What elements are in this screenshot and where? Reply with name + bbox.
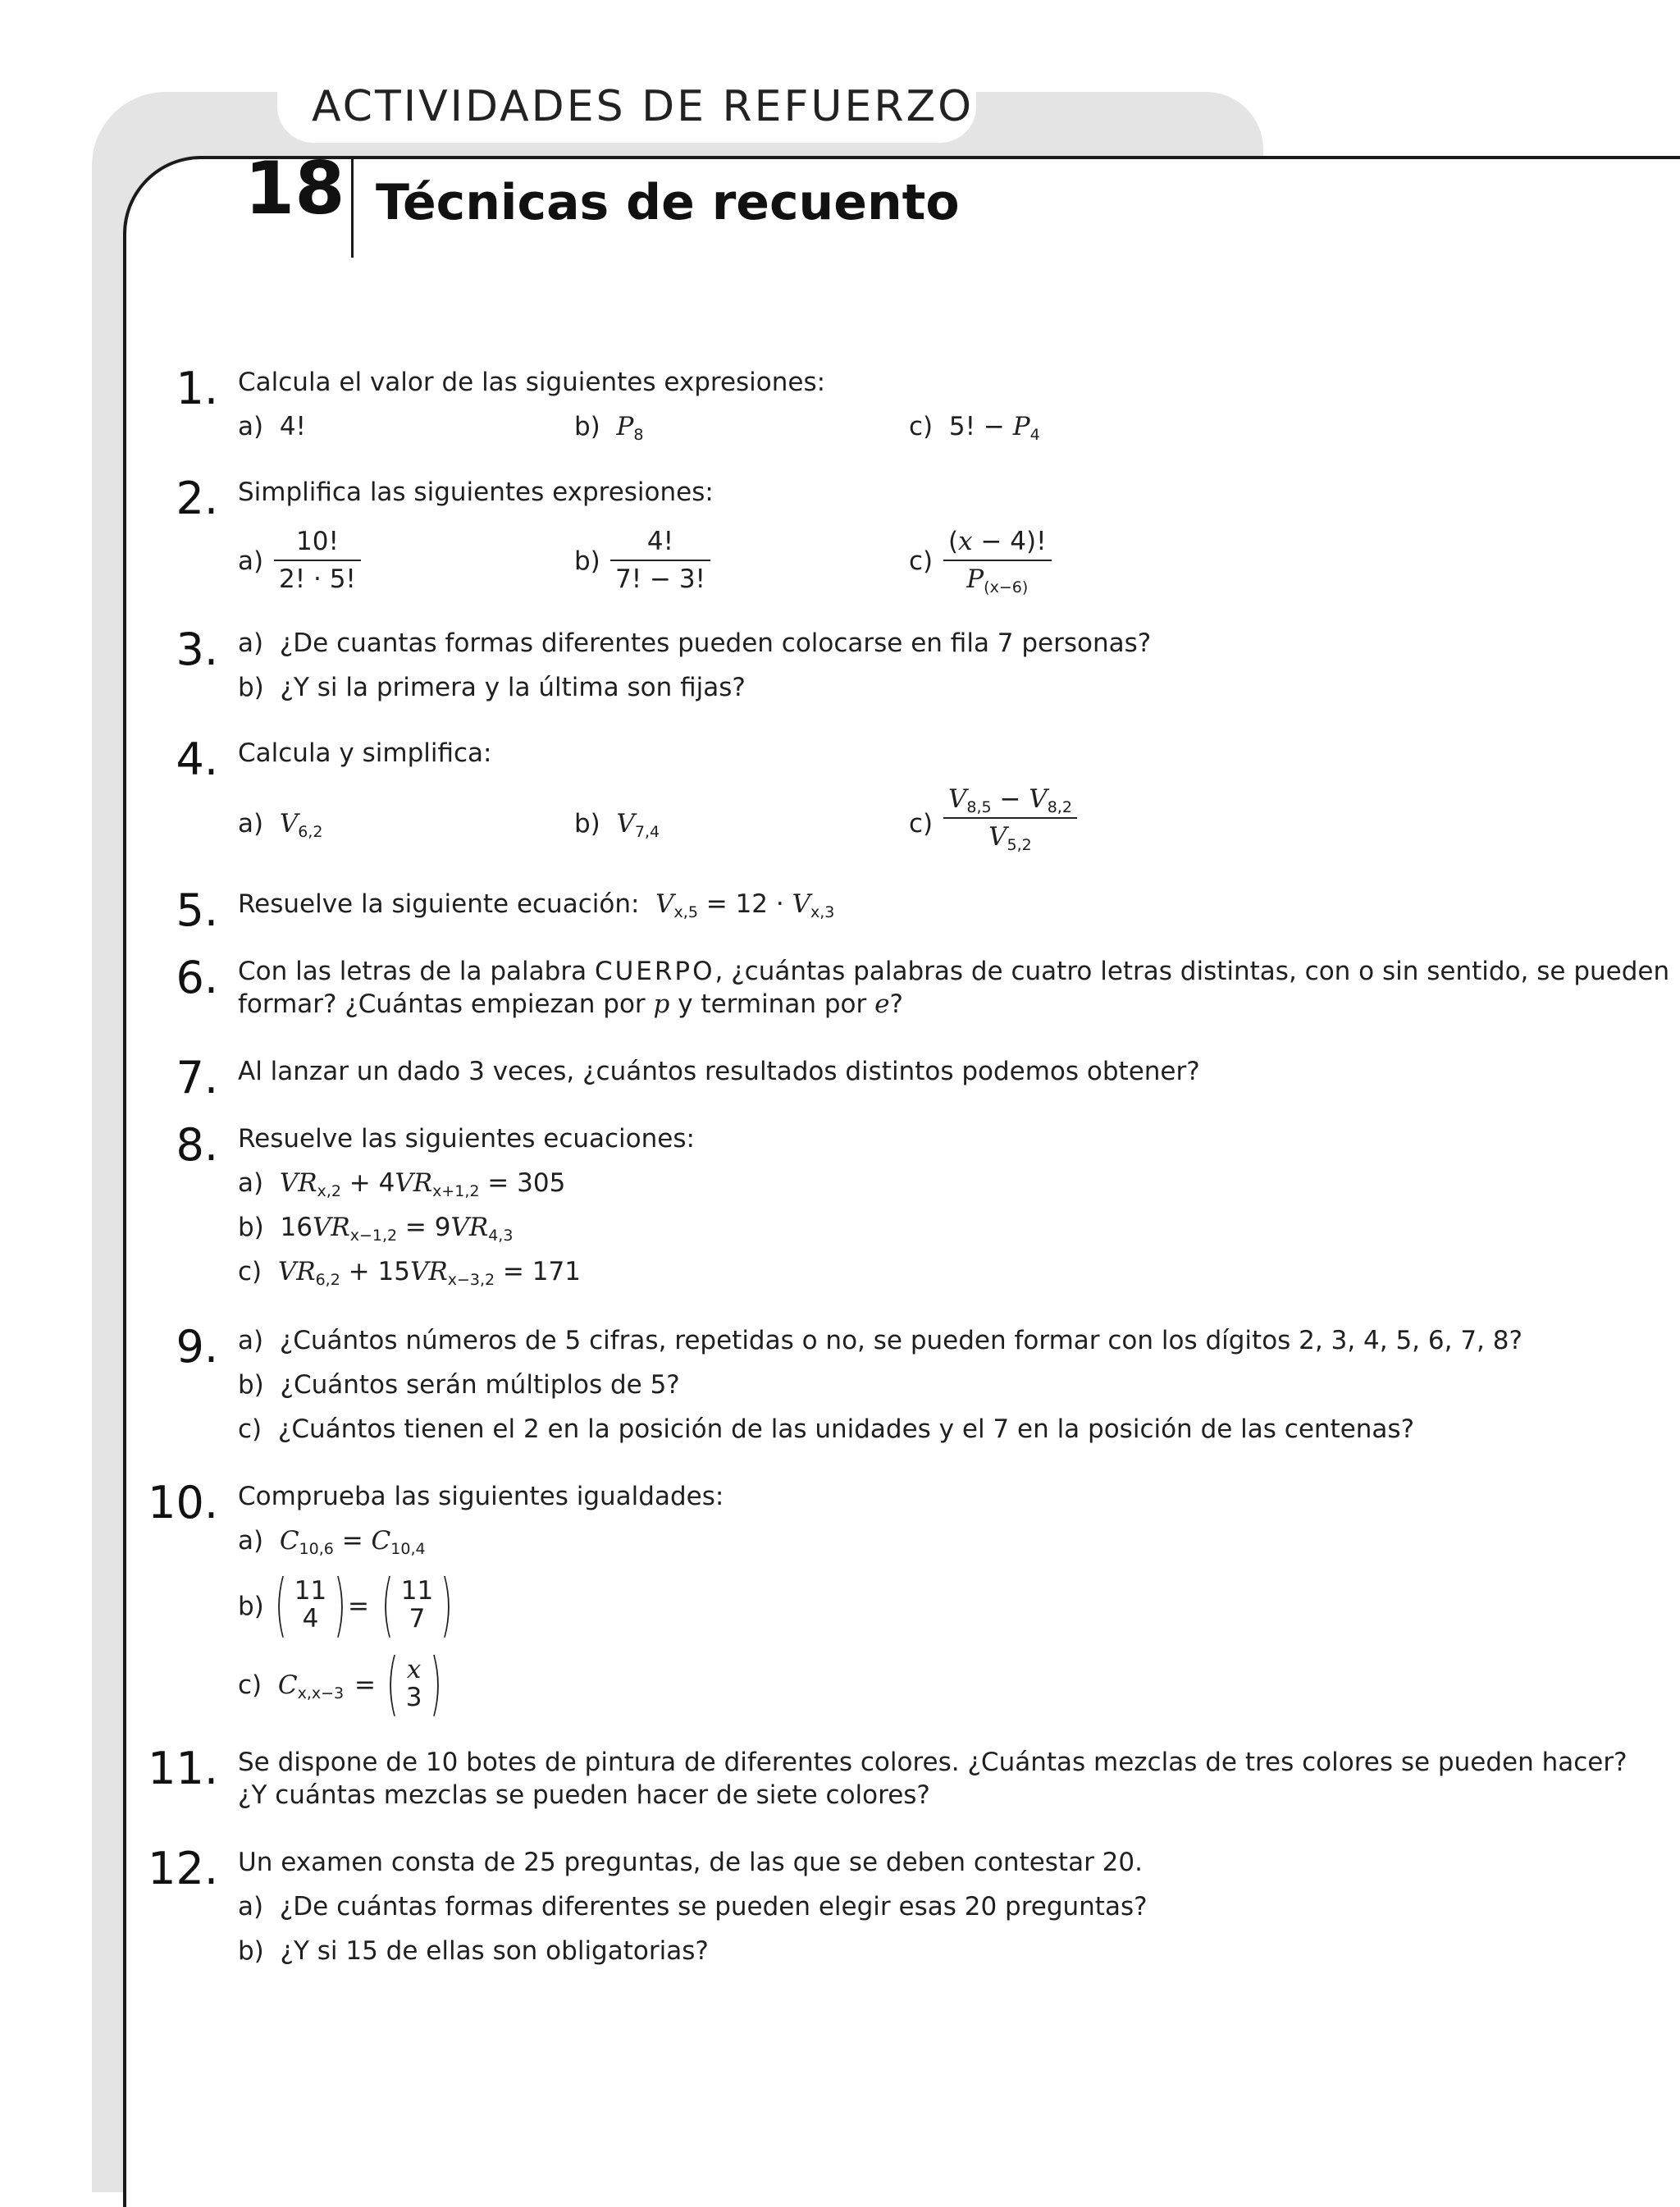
exercise-text: Calcula el valor de las siguientes expresiones: [238, 368, 826, 397]
option-b-label: b) [238, 1592, 264, 1621]
exercise-number: 3. [176, 624, 218, 675]
header-rule [1181, 156, 1500, 159]
exercise-number: 12. [148, 1843, 218, 1894]
option-c-label: c) [909, 546, 934, 576]
option-a: a) ¿De cuantas formas diferentes pueden colocarse en fila 7 personas? [238, 628, 1152, 658]
chapter-title: Técnicas de recuento [376, 174, 960, 231]
option-a: a) $C_{10,6} = C_{10,4}$ [238, 1526, 426, 1558]
exercise-number: 7. [176, 1052, 218, 1104]
exercise-text-line-1: Se dispone de 10 botes de pintura de diferentes colores. ¿Cuántas mezclas de tres colores se pueden hacer? [238, 1748, 1628, 1777]
option-a: a) $VR_{x,2} + 4VR_{x+1,2} = 305$ [238, 1168, 566, 1200]
exercise-number: 9. [176, 1321, 218, 1373]
exercise-text: Calcula y simplifica: [238, 738, 492, 768]
option-a-label: a) [238, 546, 264, 576]
option-a: a) ¿De cuántas formas diferentes se pueden elegir esas 20 preguntas? [238, 1892, 1148, 1921]
option-b: b) ¿Cuántos serán múltiplos de 5? [238, 1370, 680, 1400]
equals-sign: = [354, 1670, 376, 1700]
binomial-b-right: ( 11 7 ) [381, 1565, 454, 1645]
fraction-b: $\frac{4!}{7! - 3!}$ [610, 527, 710, 594]
exercise-number: 1. [176, 363, 218, 414]
exercise-text: Resuelve las siguientes ecuaciones: [238, 1124, 695, 1154]
exercise-number: 6. [176, 952, 218, 1003]
exercise-text: Un examen consta de 25 preguntas, de las que se deben contestar 20. [238, 1848, 1143, 1877]
option-a: a) 4! [238, 412, 306, 441]
fraction-c: $\frac{V_{8,5} - V_{8,2}}{V_{5,2}}$ [943, 784, 1077, 852]
option-a: a) ¿Cuántos números de 5 cifras, repetidas o no, se pueden formar con los dígitos 2, 3, 4, 5, 6, 7, 8? [238, 1326, 1522, 1355]
option-b: b) $P_8$ [574, 412, 644, 444]
option-c: c) $VR_{6,2} + 15VR_{x-3,2} = 171$ [238, 1257, 581, 1289]
exercise-text: Resuelve la siguiente ecuación: $V_{x,5} = 12 \cdot V_{x,3}$ [238, 889, 835, 921]
binomial-b-left: ( 11 4 ) [275, 1565, 347, 1645]
exercise-text: Al lanzar un dado 3 veces, ¿cuántos resultados distintos podemos obtener? [238, 1057, 1200, 1086]
exercise-number: 4. [176, 733, 218, 785]
exercise-number: 10. [148, 1477, 218, 1528]
option-c-left: c) $C_{x,x-3}$ [238, 1670, 345, 1702]
chapter-number: 18 [244, 146, 345, 231]
option-b: b) ¿Y si la primera y la última son fijas? [238, 673, 746, 702]
binomial-c: ( x 3 ) [386, 1643, 442, 1724]
exercise-number: 2. [176, 473, 218, 524]
option-c-label: c) [909, 809, 934, 838]
chapter-divider [351, 159, 354, 258]
option-c: c) 5! − $P_4$ [909, 412, 1040, 444]
exercise-text-line-2: formar? ¿Cuántas empiezan por p y terminan por e? [238, 989, 903, 1019]
exercise-number: 11. [148, 1743, 218, 1794]
option-b-label: b) [574, 546, 600, 576]
option-c: c) ¿Cuántos tienen el 2 en la posición de las unidades y el 7 en la posición de las centenas? [238, 1414, 1415, 1444]
option-b: b) ¿Y si 15 de ellas son obligatorias? [238, 1936, 709, 1966]
exercise-text: Simplifica las siguientes expresiones: [238, 477, 714, 507]
option-a: a) $V_{6,2}$ [238, 809, 323, 841]
exercise-number: 5. [176, 884, 218, 936]
exercise-number: 8. [176, 1119, 218, 1171]
exercise-text: Comprueba las siguientes igualdades: [238, 1482, 724, 1511]
fraction-c: $\frac{(x - 4)!}{P_{(x-6)}}$ [943, 527, 1052, 594]
exercise-text-line-2: ¿Y cuántas mezclas se pueden hacer de siete colores? [238, 1780, 930, 1810]
fraction-a: $\frac{10!}{2! \cdot 5!}$ [274, 527, 361, 594]
equals-sign: = [348, 1592, 369, 1621]
option-b: b) $16VR_{x-1,2} = 9VR_{4,3}$ [238, 1213, 514, 1245]
section-label: ACTIVIDADES DE REFUERZO [312, 82, 975, 131]
option-b: b) $V_{7,4}$ [574, 809, 660, 841]
exercise-text-line-1: Con las letras de la palabra CUERPO, ¿cuántas palabras de cuatro letras distintas, con o sin sentido, se pueden [238, 957, 1670, 986]
